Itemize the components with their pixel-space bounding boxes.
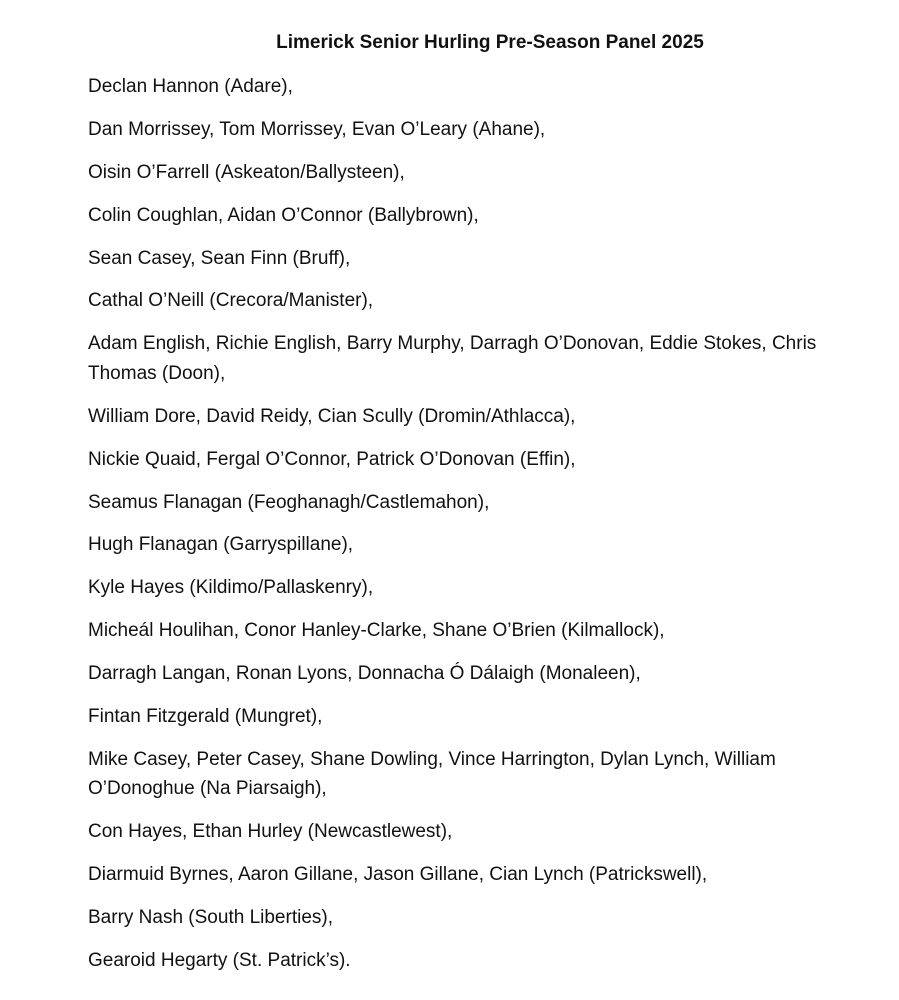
club-entry: Mike Casey, Peter Casey, Shane Dowling, Vince Harrington, Dylan Lynch, William O’Donoghue (Na Piarsaigh), — [88, 748, 776, 800]
club-entry: Sean Casey, Sean Finn (Bruff), — [88, 247, 351, 269]
club-entry: Seamus Flanagan (Feoghanagh/Castlemahon), — [88, 491, 490, 513]
club-entry: Hugh Flanagan (Garryspillane), — [88, 534, 354, 556]
panel-list — [88, 72, 858, 989]
club-entry: William Dore, David Reidy, Cian Scully (Dromin/Athlacca), — [88, 405, 576, 427]
club-entry: Colin Coughlan, Aidan O’Connor (Ballybrown), — [88, 204, 479, 226]
club-entry: Diarmuid Byrnes, Aaron Gillane, Jason Gillane, Cian Lynch (Patrickswell), — [88, 864, 708, 886]
document-title: Limerick Senior Hurling Pre-Season Panel 2025 — [276, 32, 704, 53]
club-entry: Nickie Quaid, Fergal O’Connor, Patrick O’Donovan (Effin), — [88, 448, 576, 470]
club-entry: Micheál Houlihan, Conor Hanley-Clarke, Shane O’Brien (Kilmallock), — [88, 620, 665, 642]
club-entry: Dan Morrissey, Tom Morrissey, Evan O’Leary (Ahane), — [88, 118, 546, 140]
club-entry: Fintan Fitzgerald (Mungret), — [88, 705, 323, 727]
club-entry: Declan Hannon (Adare), — [88, 76, 293, 97]
club-entry: Barry Nash (South Liberties), — [88, 907, 333, 929]
club-entry: Kyle Hayes (Kildimo/Pallaskenry), — [88, 577, 374, 599]
club-entry: Darragh Langan, Ronan Lyons, Donnacha Ó Dálaigh (Monaleen), — [88, 663, 641, 685]
club-entry: Gearoid Hegarty (St. Patrick’s). — [88, 949, 351, 971]
club-entry: Oisin O’Farrell (Askeaton/Ballysteen), — [88, 161, 405, 183]
club-entry: Cathal O’Neill (Crecora/Manister), — [88, 290, 374, 312]
club-entry: Adam English, Richie English, Barry Murphy, Darragh O’Donovan, Eddie Stokes, Chris Thomas (Doon), — [88, 333, 817, 384]
club-entry: Con Hayes, Ethan Hurley (Newcastlewest), — [88, 821, 453, 843]
